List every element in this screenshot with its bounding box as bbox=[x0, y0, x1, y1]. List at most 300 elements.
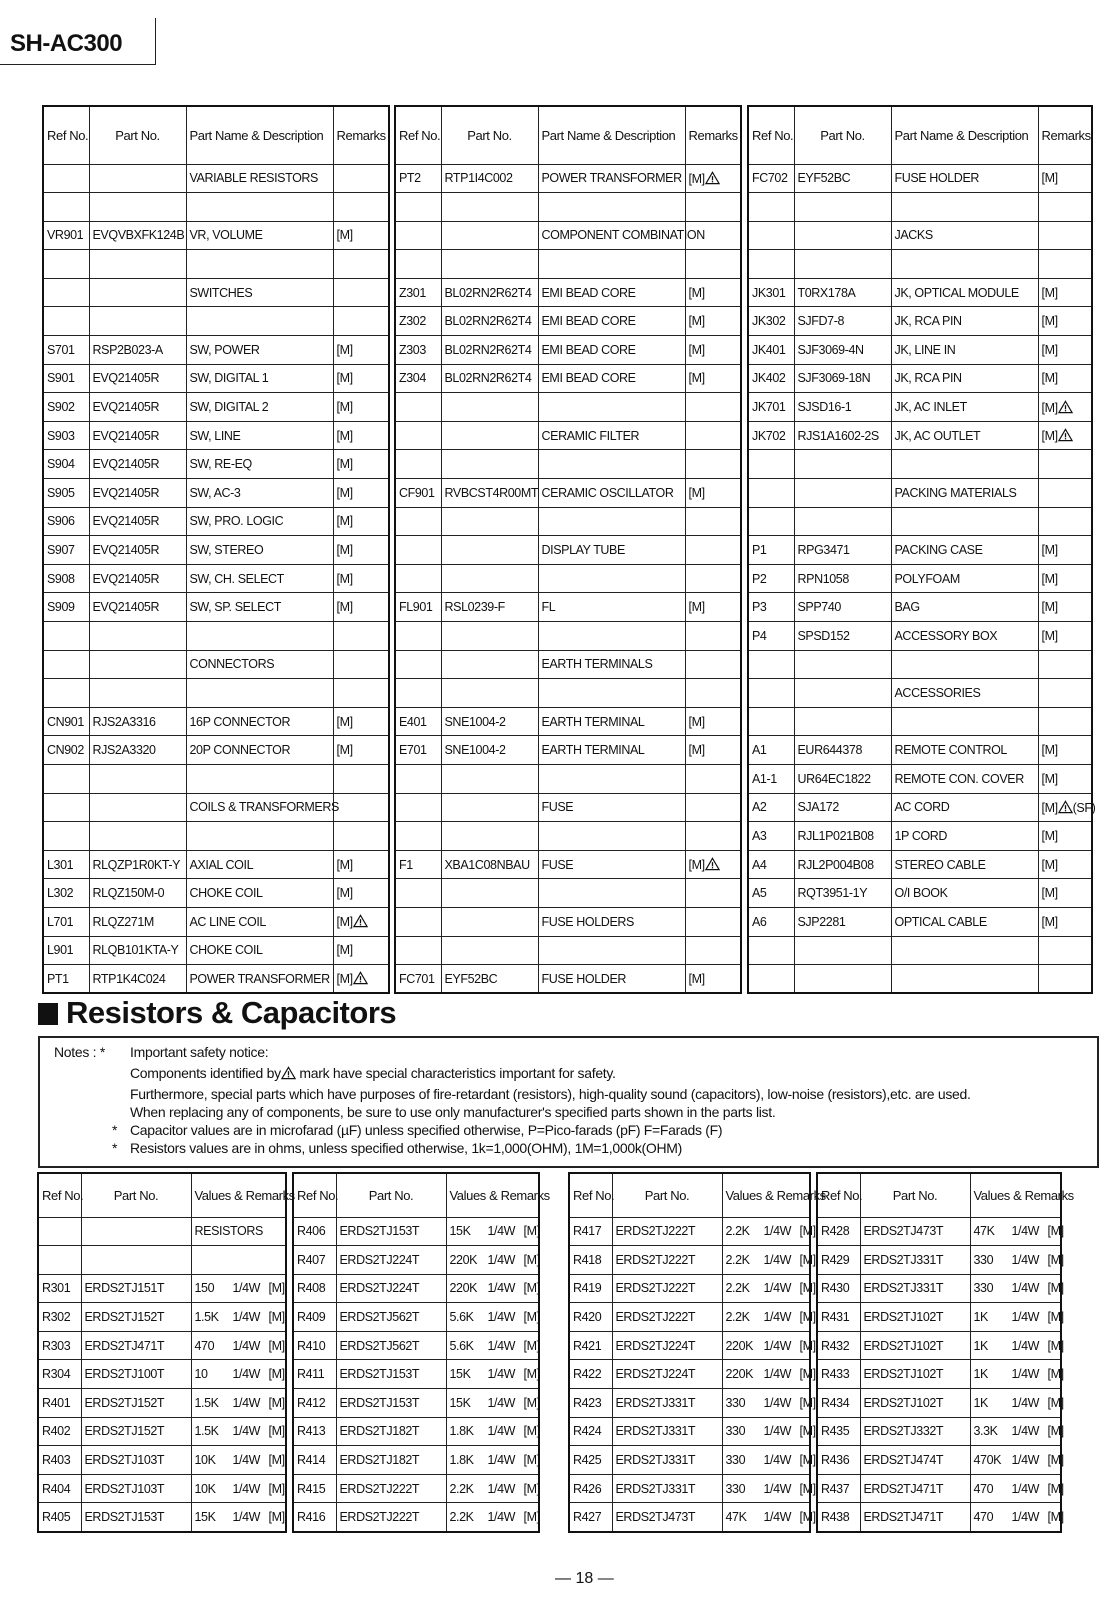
header-part: Part No. bbox=[441, 106, 538, 164]
remarks-cell bbox=[333, 421, 389, 450]
values-cell bbox=[970, 1246, 1064, 1275]
desc-cell bbox=[186, 307, 333, 336]
ref-cell: R428 bbox=[817, 1217, 860, 1246]
value-text: 47K bbox=[973, 1224, 995, 1239]
remarks-cell bbox=[1038, 479, 1092, 508]
part-cell: T0RX178A bbox=[794, 278, 891, 307]
ref-cell: R303 bbox=[38, 1331, 81, 1360]
wattage-text: 1/4W bbox=[1011, 1395, 1040, 1410]
remarks-text: [M] bbox=[1041, 886, 1058, 901]
part-cell bbox=[441, 221, 538, 250]
part-cell: EVQ21405R bbox=[89, 564, 186, 593]
table-row bbox=[569, 1274, 810, 1303]
ref-cell: A4 bbox=[748, 850, 794, 879]
part-cell: ERDS2TJ562T bbox=[336, 1331, 446, 1360]
remarks-cell bbox=[333, 736, 389, 765]
ref-cell: VR901 bbox=[43, 221, 89, 250]
remarks-cell bbox=[1038, 393, 1092, 422]
ref-cell bbox=[43, 278, 89, 307]
parts-table-3 bbox=[747, 105, 1096, 994]
values-cell bbox=[446, 1446, 539, 1475]
value-text: 150 bbox=[194, 1281, 215, 1296]
section-row bbox=[748, 221, 1092, 250]
part-cell: RJS1A1602-2S bbox=[794, 421, 891, 450]
wattage-text: 1/4W bbox=[763, 1338, 792, 1353]
notes-line: Components identified by mark have special characteristics important for safety. bbox=[130, 1065, 616, 1081]
section-heading-text: Resistors & Capacitors bbox=[66, 995, 397, 1030]
table-row bbox=[395, 593, 741, 622]
values-cell bbox=[446, 1274, 539, 1303]
values-cell bbox=[446, 1417, 539, 1446]
table-row bbox=[43, 536, 389, 565]
notes-label: Notes : * bbox=[54, 1044, 105, 1060]
wattage-text: 1/4W bbox=[487, 1338, 516, 1353]
wattage-text: 1/4W bbox=[232, 1481, 261, 1496]
desc-cell bbox=[538, 822, 685, 851]
values-cell bbox=[446, 1389, 539, 1418]
wattage-text: 1/4W bbox=[1011, 1481, 1040, 1496]
desc-cell: SW, POWER bbox=[186, 336, 333, 365]
table-row bbox=[748, 879, 1092, 908]
ref-cell bbox=[395, 421, 441, 450]
notes-line: Important safety notice: bbox=[130, 1044, 269, 1060]
ref-cell bbox=[395, 907, 441, 936]
desc-cell bbox=[891, 707, 1038, 736]
blank-row bbox=[395, 250, 741, 279]
desc-cell bbox=[538, 250, 685, 279]
desc-cell bbox=[538, 564, 685, 593]
value-text: 2.2K bbox=[725, 1281, 750, 1296]
remarks-text: [M] bbox=[1047, 1424, 1064, 1439]
part-cell bbox=[441, 822, 538, 851]
ref-cell: Z304 bbox=[395, 364, 441, 393]
part-cell bbox=[441, 650, 538, 679]
ref-cell: PT2 bbox=[395, 164, 441, 193]
table-row bbox=[748, 164, 1092, 193]
values-cell bbox=[722, 1503, 816, 1532]
part-cell: ERDS2TJ153T bbox=[81, 1503, 191, 1532]
desc-cell: BAG bbox=[891, 593, 1038, 622]
remarks-text: [M] bbox=[336, 857, 353, 872]
remarks-cell bbox=[333, 650, 389, 679]
blank-row bbox=[43, 307, 389, 336]
desc-cell bbox=[186, 764, 333, 793]
ref-cell bbox=[395, 450, 441, 479]
remarks-cell bbox=[1038, 936, 1092, 965]
part-cell: RTP1K4C024 bbox=[89, 965, 186, 994]
remarks-text: [M] bbox=[1047, 1367, 1064, 1382]
desc-cell: SW, SP. SELECT bbox=[186, 593, 333, 622]
part-cell: ERDS2TJ153T bbox=[336, 1217, 446, 1246]
values-cell bbox=[191, 1503, 286, 1532]
wattage-text: 1/4W bbox=[232, 1281, 261, 1296]
part-cell: RJS2A3316 bbox=[89, 707, 186, 736]
remarks-text: [M] bbox=[1041, 800, 1058, 815]
blank-row bbox=[748, 193, 1092, 222]
table-row bbox=[748, 278, 1092, 307]
ref-cell: R302 bbox=[38, 1303, 81, 1332]
ref-cell: L301 bbox=[43, 850, 89, 879]
desc-cell: JK, OPTICAL MODULE bbox=[891, 278, 1038, 307]
part-cell bbox=[441, 936, 538, 965]
ref-cell: R304 bbox=[38, 1360, 81, 1389]
notes-line: When replacing any of components, be sure to use only manufacturer's specified parts shown in the parts list. bbox=[130, 1104, 776, 1120]
ref-cell bbox=[38, 1217, 81, 1246]
part-cell: RSP2B023-A bbox=[89, 336, 186, 365]
section-row bbox=[748, 679, 1092, 708]
desc-cell bbox=[538, 193, 685, 222]
value-text: 3.3K bbox=[973, 1424, 998, 1439]
part-cell: RQT3951-1Y bbox=[794, 879, 891, 908]
part-cell: ERDS2TJ222T bbox=[336, 1503, 446, 1532]
values-cell bbox=[191, 1360, 286, 1389]
part-cell bbox=[441, 907, 538, 936]
part-cell bbox=[441, 393, 538, 422]
remarks-cell bbox=[685, 822, 741, 851]
ref-cell: JK701 bbox=[748, 393, 794, 422]
remarks-text: [M] bbox=[336, 228, 353, 243]
ref-cell: PT1 bbox=[43, 965, 89, 994]
section-row bbox=[395, 536, 741, 565]
ref-cell: R421 bbox=[569, 1331, 612, 1360]
part-cell: RVBCST4R00MT bbox=[441, 479, 538, 508]
desc-cell: EARTH TERMINAL bbox=[538, 736, 685, 765]
wattage-text: 1/4W bbox=[763, 1367, 792, 1382]
remarks-cell bbox=[685, 307, 741, 336]
values-cell bbox=[970, 1446, 1064, 1475]
blank-row bbox=[395, 879, 741, 908]
remarks-cell bbox=[1038, 364, 1092, 393]
ref-cell: R406 bbox=[293, 1217, 336, 1246]
desc-cell bbox=[891, 193, 1038, 222]
parts-table-1 bbox=[42, 105, 390, 994]
values-cell bbox=[446, 1331, 539, 1360]
part-cell bbox=[441, 193, 538, 222]
header-part: Part No. bbox=[794, 106, 891, 164]
desc-cell bbox=[891, 450, 1038, 479]
remarks-cell bbox=[1038, 879, 1092, 908]
remarks-text: [M] bbox=[688, 858, 705, 873]
part-cell: ERDS2TJ103T bbox=[81, 1446, 191, 1475]
value-text: 47K bbox=[725, 1509, 747, 1524]
blank-row bbox=[748, 450, 1092, 479]
remarks-text: [M] bbox=[336, 743, 353, 758]
values-cell bbox=[970, 1360, 1064, 1389]
section-heading bbox=[38, 995, 396, 1031]
ref-cell bbox=[395, 507, 441, 536]
ref-cell bbox=[395, 536, 441, 565]
ref-cell: A2 bbox=[748, 793, 794, 822]
part-cell bbox=[441, 421, 538, 450]
values-cell bbox=[191, 1274, 286, 1303]
desc-cell: AC LINE COIL bbox=[186, 907, 333, 936]
part-cell: ERDS2TJ182T bbox=[336, 1446, 446, 1475]
wattage-text: 1/4W bbox=[763, 1310, 792, 1325]
part-cell: EVQ21405R bbox=[89, 364, 186, 393]
section-row bbox=[748, 479, 1092, 508]
table-row bbox=[293, 1360, 539, 1389]
section-row bbox=[395, 221, 741, 250]
value-text: 2.2K bbox=[449, 1509, 474, 1524]
section-row bbox=[38, 1217, 286, 1246]
blank-row bbox=[395, 507, 741, 536]
notes-line: Resistors values are in ohms, unless specified otherwise, 1k=1,000(OHM), 1M=1,000k(OHM) bbox=[130, 1140, 683, 1156]
remarks-cell bbox=[333, 336, 389, 365]
table-row bbox=[38, 1474, 286, 1503]
table-row bbox=[395, 307, 741, 336]
remarks-text: [M] bbox=[268, 1338, 285, 1353]
desc-cell: STEREO CABLE bbox=[891, 850, 1038, 879]
table-row bbox=[817, 1274, 1061, 1303]
ref-cell: Z301 bbox=[395, 278, 441, 307]
blank-row bbox=[38, 1246, 286, 1275]
ref-cell bbox=[395, 221, 441, 250]
section-label: RESISTORS bbox=[191, 1217, 286, 1246]
remarks-cell bbox=[685, 736, 741, 765]
header-values: Values & Remarks bbox=[191, 1173, 286, 1217]
values-cell bbox=[446, 1217, 539, 1246]
desc-cell: 16P CONNECTOR bbox=[186, 707, 333, 736]
remarks-cell bbox=[1038, 193, 1092, 222]
remarks-text: [M] bbox=[1041, 571, 1058, 586]
ref-cell: R416 bbox=[293, 1503, 336, 1532]
value-text: 2.2K bbox=[725, 1310, 750, 1325]
ref-cell: R431 bbox=[817, 1303, 860, 1332]
wattage-text: 1/4W bbox=[1011, 1310, 1040, 1325]
part-cell: ERDS2TJ103T bbox=[81, 1474, 191, 1503]
ref-cell: P3 bbox=[748, 593, 794, 622]
remarks-text: [M] bbox=[523, 1252, 540, 1267]
ref-cell: R438 bbox=[817, 1503, 860, 1532]
ref-cell bbox=[43, 764, 89, 793]
table-row bbox=[43, 850, 389, 879]
ref-cell bbox=[43, 307, 89, 336]
remarks-cell bbox=[1038, 907, 1092, 936]
ref-cell bbox=[395, 193, 441, 222]
ref-cell bbox=[38, 1246, 81, 1275]
title-divider bbox=[155, 18, 156, 65]
value-text: 15K bbox=[449, 1224, 471, 1239]
table-row bbox=[43, 421, 389, 450]
remarks-text: [M] bbox=[1041, 771, 1058, 786]
part-cell: ERDS2TJ102T bbox=[860, 1331, 970, 1360]
remarks-text: [M] bbox=[799, 1338, 816, 1353]
table-row bbox=[395, 364, 741, 393]
remarks-cell bbox=[1038, 622, 1092, 651]
table-row bbox=[293, 1417, 539, 1446]
desc-cell: FUSE HOLDER bbox=[891, 164, 1038, 193]
remarks-cell bbox=[333, 965, 389, 994]
desc-cell: REMOTE CONTROL bbox=[891, 736, 1038, 765]
values-cell bbox=[970, 1417, 1064, 1446]
remarks-text: [M] bbox=[688, 314, 705, 329]
wattage-text: 1/4W bbox=[1011, 1281, 1040, 1296]
remarks-suffix: (SF) bbox=[1072, 800, 1096, 815]
desc-cell bbox=[538, 936, 685, 965]
table-header-row bbox=[38, 1173, 286, 1217]
ref-cell bbox=[748, 707, 794, 736]
warning-triangle-icon bbox=[281, 1066, 296, 1080]
table-row bbox=[293, 1303, 539, 1332]
remarks-text: [M] bbox=[688, 371, 705, 386]
ref-cell: R410 bbox=[293, 1331, 336, 1360]
ref-cell: S903 bbox=[43, 421, 89, 450]
value-text: 220K bbox=[449, 1281, 478, 1296]
blank-row bbox=[43, 679, 389, 708]
part-cell: ERDS2TJ331T bbox=[860, 1274, 970, 1303]
remarks-text: [M] bbox=[1047, 1509, 1064, 1524]
remarks-text: [M] bbox=[799, 1481, 816, 1496]
table-row bbox=[817, 1360, 1061, 1389]
part-cell: RTP1I4C002 bbox=[441, 164, 538, 193]
header-desc: Part Name & Description bbox=[538, 106, 685, 164]
remarks-cell bbox=[333, 536, 389, 565]
wattage-text: 1/4W bbox=[487, 1481, 516, 1496]
ref-cell: S701 bbox=[43, 336, 89, 365]
remarks-text: [M] bbox=[1041, 914, 1058, 929]
notes-line: Furthermore, special parts which have purposes of fire-retardant (resistors), high-quality sound (capacitors), low-noise (resistors),etc. are used. bbox=[130, 1086, 971, 1102]
section-row bbox=[43, 793, 389, 822]
value-text: 330 bbox=[725, 1395, 746, 1410]
ref-cell: E701 bbox=[395, 736, 441, 765]
table-row bbox=[569, 1417, 810, 1446]
remarks-text: [M] bbox=[799, 1224, 816, 1239]
remarks-cell bbox=[685, 278, 741, 307]
remarks-text: [M] bbox=[336, 571, 353, 586]
part-cell: EYF52BC bbox=[441, 965, 538, 994]
desc-cell bbox=[891, 507, 1038, 536]
remarks-cell bbox=[1038, 307, 1092, 336]
ref-cell: S908 bbox=[43, 564, 89, 593]
ref-cell: R430 bbox=[817, 1274, 860, 1303]
remarks-text: [M] bbox=[268, 1310, 285, 1325]
blank-row bbox=[395, 564, 741, 593]
desc-cell bbox=[538, 393, 685, 422]
wattage-text: 1/4W bbox=[763, 1224, 792, 1239]
part-cell bbox=[441, 450, 538, 479]
remarks-text: [M] bbox=[523, 1424, 540, 1439]
remarks-text: [M] bbox=[336, 371, 353, 386]
section-row bbox=[43, 164, 389, 193]
table-row bbox=[748, 622, 1092, 651]
ref-cell bbox=[748, 193, 794, 222]
value-text: 470 bbox=[973, 1509, 994, 1524]
remarks-cell bbox=[1038, 250, 1092, 279]
header-ref: Ref No. bbox=[43, 106, 89, 164]
remarks-text: [M] bbox=[799, 1424, 816, 1439]
ref-cell: R418 bbox=[569, 1246, 612, 1275]
ref-cell: CN901 bbox=[43, 707, 89, 736]
part-cell: ERDS2TJ151T bbox=[81, 1274, 191, 1303]
warning-triangle-icon bbox=[705, 857, 720, 871]
table-row bbox=[293, 1389, 539, 1418]
section-label: EARTH TERMINALS bbox=[538, 650, 685, 679]
part-cell: RSL0239-F bbox=[441, 593, 538, 622]
blank-row bbox=[43, 250, 389, 279]
values-cell bbox=[970, 1331, 1064, 1360]
value-text: 1.8K bbox=[449, 1453, 474, 1468]
table-row bbox=[293, 1474, 539, 1503]
desc-cell bbox=[891, 250, 1038, 279]
remarks-cell bbox=[685, 193, 741, 222]
desc-cell bbox=[538, 450, 685, 479]
part-cell: RLQZ271M bbox=[89, 907, 186, 936]
part-cell: SJP2281 bbox=[794, 907, 891, 936]
value-text: 2.2K bbox=[449, 1481, 474, 1496]
remarks-text: [M] bbox=[688, 714, 705, 729]
remarks-cell bbox=[333, 278, 389, 307]
remarks-cell bbox=[1038, 507, 1092, 536]
parts-table-2 bbox=[394, 105, 742, 994]
ref-cell bbox=[748, 679, 794, 708]
header-part: Part No. bbox=[336, 1173, 446, 1217]
remarks-text: [M] bbox=[268, 1367, 285, 1382]
remarks-cell bbox=[333, 164, 389, 193]
header-values: Values & Remarks bbox=[722, 1173, 810, 1217]
values-cell bbox=[722, 1474, 816, 1503]
table-row bbox=[395, 336, 741, 365]
value-text: 1K bbox=[973, 1310, 988, 1325]
remarks-cell bbox=[333, 793, 389, 822]
table-row bbox=[43, 593, 389, 622]
ref-cell bbox=[748, 450, 794, 479]
part-cell: ERDS2TJ474T bbox=[860, 1446, 970, 1475]
table-row bbox=[38, 1417, 286, 1446]
warning-triangle-icon bbox=[1058, 428, 1073, 442]
table-row bbox=[293, 1274, 539, 1303]
ref-cell bbox=[395, 822, 441, 851]
remarks-cell bbox=[1038, 764, 1092, 793]
table-row bbox=[569, 1331, 810, 1360]
wattage-text: 1/4W bbox=[487, 1509, 516, 1524]
table-row bbox=[748, 593, 1092, 622]
ref-cell: R412 bbox=[293, 1389, 336, 1418]
blank-row bbox=[395, 764, 741, 793]
ref-cell: R437 bbox=[817, 1474, 860, 1503]
value-text: 470K bbox=[973, 1453, 1002, 1468]
header-part: Part No. bbox=[860, 1173, 970, 1217]
part-cell bbox=[794, 479, 891, 508]
part-cell: ERDS2TJ471T bbox=[81, 1331, 191, 1360]
wattage-text: 1/4W bbox=[487, 1224, 516, 1239]
ref-cell bbox=[395, 250, 441, 279]
ref-cell: R422 bbox=[569, 1360, 612, 1389]
value-text: 1.5K bbox=[194, 1424, 219, 1439]
part-cell: ERDS2TJ222T bbox=[336, 1474, 446, 1503]
part-cell: SJF3069-4N bbox=[794, 336, 891, 365]
values-cell bbox=[970, 1389, 1064, 1418]
title-underline bbox=[0, 64, 156, 65]
ref-cell: S905 bbox=[43, 479, 89, 508]
desc-cell: 1P CORD bbox=[891, 822, 1038, 851]
ref-cell: Z303 bbox=[395, 336, 441, 365]
ref-cell: R301 bbox=[38, 1274, 81, 1303]
table-row bbox=[748, 850, 1092, 879]
wattage-text: 1/4W bbox=[763, 1453, 792, 1468]
table-row bbox=[43, 879, 389, 908]
desc-cell bbox=[891, 650, 1038, 679]
ref-cell bbox=[395, 564, 441, 593]
values-cell bbox=[722, 1217, 816, 1246]
table-row bbox=[748, 907, 1092, 936]
table-row bbox=[748, 307, 1092, 336]
part-cell: ERDS2TJ102T bbox=[860, 1389, 970, 1418]
remarks-cell bbox=[333, 307, 389, 336]
part-cell bbox=[89, 679, 186, 708]
heading-square-icon bbox=[38, 1003, 58, 1025]
part-cell: RPG3471 bbox=[794, 536, 891, 565]
part-cell: RLQZP1R0KT-Y bbox=[89, 850, 186, 879]
